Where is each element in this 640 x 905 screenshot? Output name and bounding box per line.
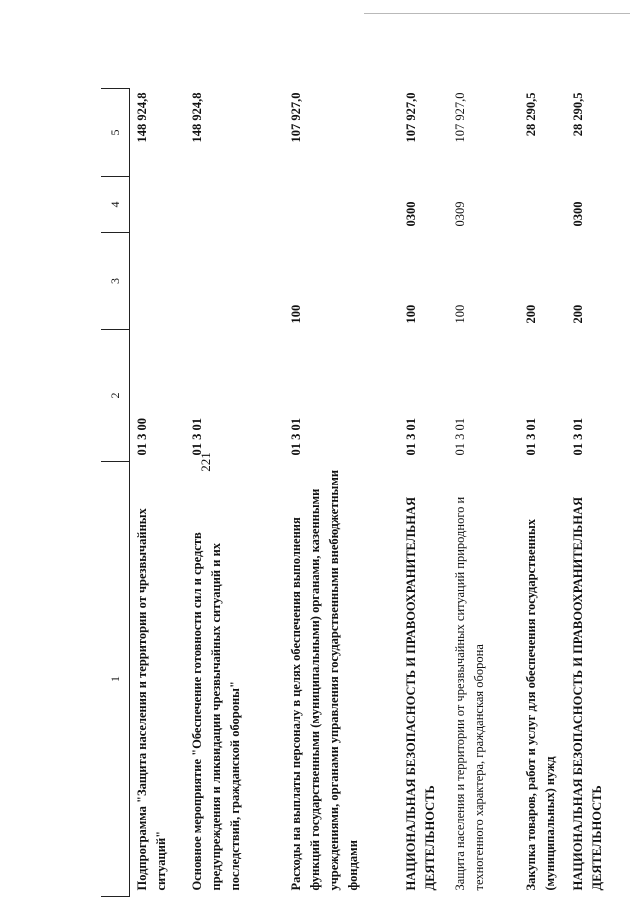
budget-table-rotated <box>101 89 604 897</box>
row-section: 0300 <box>404 201 418 227</box>
table-row <box>399 89 448 897</box>
row-target-code: 01 3 01 <box>571 418 585 456</box>
row-target-code: 01 3 01 <box>453 418 467 456</box>
row-expense-type <box>185 233 284 330</box>
row-expense-type <box>130 233 186 330</box>
row-target-code: 01 3 01 <box>524 418 538 456</box>
top-rule <box>364 13 630 14</box>
row-amount: 107 927,0 <box>453 92 467 143</box>
header-col-2: 2 <box>101 330 130 462</box>
row-amount: 107 927,0 <box>289 92 303 143</box>
table-row <box>448 89 519 897</box>
row-name: Закупка товаров, работ и услуг для обеспечения государственных (муниципальных) нужд <box>524 519 557 891</box>
row-amount: 148 924,8 <box>190 92 204 143</box>
table-row <box>566 89 621 897</box>
row-expense-type: 200 <box>524 304 538 324</box>
row-section: 0300 <box>571 201 585 227</box>
row-expense-type: 100 <box>289 304 303 324</box>
row-expense-type: 100 <box>404 304 418 324</box>
row-target-code: 01 3 01 <box>289 418 303 456</box>
row-target-code: 01 3 00 <box>135 418 149 456</box>
page-number: 221 <box>198 452 213 472</box>
row-expense-type: 200 <box>571 304 585 324</box>
header-col-4: 4 <box>101 177 130 233</box>
row-section <box>284 177 399 233</box>
row-section <box>519 177 566 233</box>
row-target-code: 01 3 01 <box>404 418 418 456</box>
row-expense-type: 100 <box>453 304 467 324</box>
row-section <box>130 177 186 233</box>
row-name: Основное мероприятие "Обеспечение готовности сил и средств предупреждения и ликвидации чрезвычайных ситуаций и их последствий, гражданской обороны" <box>190 532 242 891</box>
table-row <box>185 89 284 897</box>
row-section <box>185 177 284 233</box>
header-col-5: 5 <box>101 89 130 177</box>
row-name: НАЦИОНАЛЬНАЯ БЕЗОПАСНОСТЬ И ПРАВООХРАНИТЕЛЬНАЯ ДЕЯТЕЛЬНОСТЬ <box>404 496 437 891</box>
row-amount: 107 927,0 <box>404 92 418 143</box>
table-header-row <box>101 89 130 897</box>
row-name: Защита населения и территории от чрезвычайных ситуаций природного и техногенного характера, гражданская оборона <box>453 496 486 891</box>
table-row <box>130 89 186 897</box>
row-amount: 148 924,8 <box>135 92 149 143</box>
row-target-code: 01 3 01 <box>190 418 204 456</box>
row-section: 0309 <box>453 201 467 227</box>
header-col-3: 3 <box>101 233 130 330</box>
row-name: Подпрограмма "Защита населения и территории от чрезвычайных ситуаций" <box>135 508 168 891</box>
row-name: НАЦИОНАЛЬНАЯ БЕЗОПАСНОСТЬ И ПРАВООХРАНИТЕЛЬНАЯ ДЕЯТЕЛЬНОСТЬ <box>571 496 604 891</box>
table-row <box>519 89 566 897</box>
row-amount: 28 290,5 <box>524 92 538 137</box>
row-name: Расходы на выплаты персоналу в целях обеспечения выполнения функций государственными (муниципальными) органами, казенными учреждениями, органами управления государственными внебюджетными фондами <box>289 469 360 891</box>
budget-table <box>101 88 621 897</box>
header-col-1: 1 <box>101 462 130 897</box>
row-amount: 28 290,5 <box>571 92 585 137</box>
table-row <box>284 89 399 897</box>
